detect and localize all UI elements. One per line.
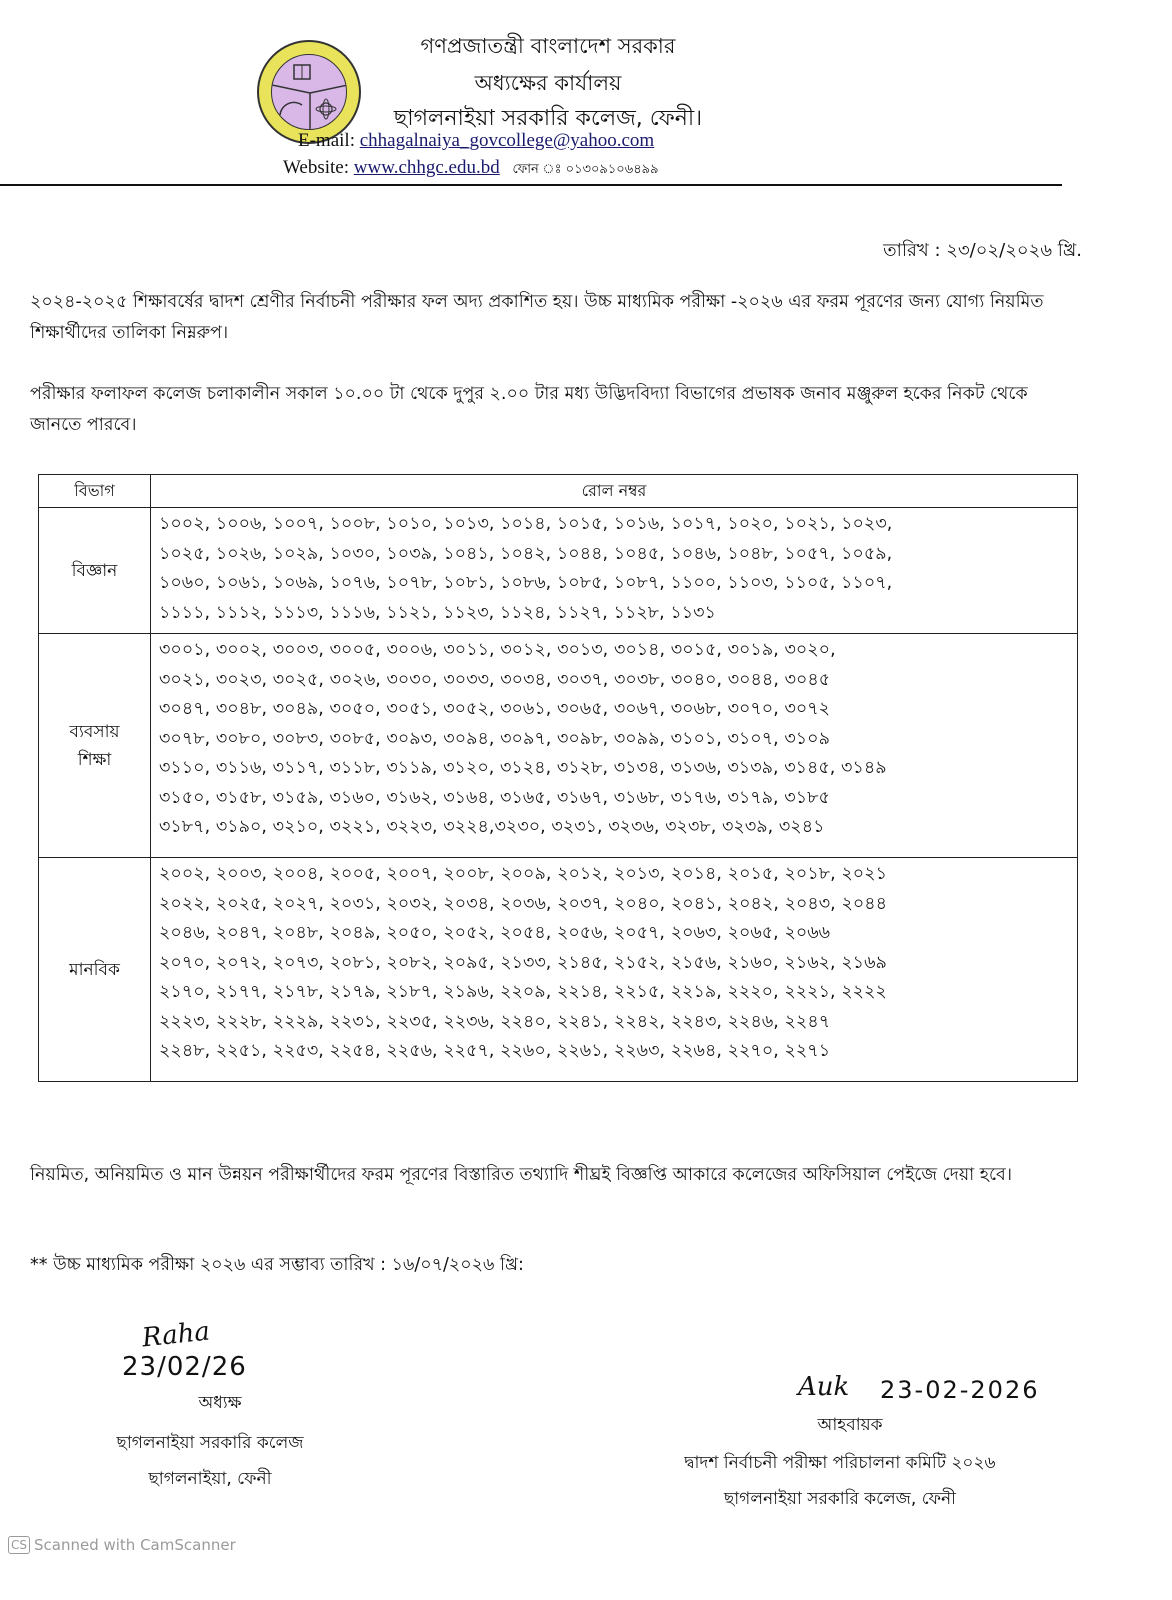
- contact-paragraph: পরীক্ষার ফলাফল কলেজ চলাকালীন সকাল ১০.০০ টা থেকে দুপুর ২.০০ টার মধ্য উদ্ভিদবিদ্যা বিভাগের প্রভাষক জনাব মঞ্জুরুল হকের নিকট থেকে জানতে পারবে।: [30, 384, 1028, 435]
- followup-paragraph: নিয়মিত, অনিয়মিত ও মান উন্নয়ন পরীক্ষার্থীদের ফরম পূরণের বিস্তারিত তথ্যাদি শীঘ্রই বিজ্ঞপ্তি আকারে কলেজের অফিসিয়াল পেইজে দেয়া হবে।: [30, 1165, 1013, 1185]
- email-line: [298, 130, 654, 152]
- roll-line: ৩১১০, ৩১১৬, ৩১১৭, ৩১১৮, ৩১১৯, ৩১২০, ৩১২৪, ৩১২৮, ৩১৩৪, ৩১৩৬, ৩১৩৯, ৩১৪৫, ৩১৪৯: [159, 758, 887, 778]
- table-row-science: [39, 508, 1078, 634]
- roll-line: ২১৭০, ২১৭৭, ২১৭৮, ২১৭৯, ২১৮৭, ২১৯৬, ২২০৯, ২২১৪, ২২১৫, ২২১৯, ২২২০, ২২২১, ২২২২: [159, 982, 887, 1002]
- convener-org: ছাগলনাইয়া সরকারি কলেজ, ফেনী: [723, 1489, 957, 1509]
- table-header-row: [39, 475, 1078, 508]
- roll-line: ২২৪৮, ২২৫১, ২২৫৩, ২২৫৪, ২২৫৬, ২২৫৭, ২২৬০, ২২৬১, ২২৬৩, ২২৬৪, ২২৭০, ২২৭১: [159, 1041, 831, 1061]
- camscanner-icon: CS: [8, 1536, 30, 1554]
- roll-line: ১০২৫, ১০২৬, ১০২৯, ১০৩০, ১০৩৯, ১০৪১, ১০৪২, ১০৪৪, ১০৪৫, ১০৪৬, ১০৪৮, ১০৫৭, ১০৫৯,: [159, 543, 893, 564]
- dept-science: [39, 508, 151, 634]
- website-link[interactable]: www.chhgc.edu.bd: [353, 157, 500, 178]
- dept-label: মানবিক: [69, 959, 120, 980]
- dept-label: বিজ্ঞান: [71, 560, 118, 581]
- roll-line: ৩০০১, ৩০০২, ৩০০৩, ৩০০৫, ৩০০৬, ৩০১১, ৩০১২, ৩০১৩, ৩০১৪, ৩০১৫, ৩০১৯, ৩০২০,: [159, 640, 836, 660]
- website-line: [283, 157, 659, 181]
- intro-paragraph: ২০২৪-২০২৫ শিক্ষাবর্ষের দ্বাদশ শ্রেণীর নির্বাচনী পরীক্ষার ফল অদ্য প্রকাশিত হয়। উচ্চ মাধ্যমিক পরীক্ষা -২০২৬ এর ফরম পূরণের জন্য যোগ্য নিয়মিত শিক্ষার্থীদের তালিকা নিম্নরুপ।: [30, 292, 1044, 343]
- roll-line: ১০৬০, ১০৬১, ১০৬৯, ১০৭৬, ১০৭৮, ১০৮১, ১০৮৬, ১০৮৫, ১০৮৭, ১১০০, ১১০৩, ১১০৫, ১১০৭,: [159, 573, 893, 593]
- exam-date-note: ** উচ্চ মাধ্যমিক পরীক্ষা ২০২৬ এর সম্ভাব্য তারিখ : ১৬/০৭/২০২৬ খ্রি:: [30, 1255, 524, 1275]
- convener-signature-date: 23-02-2026: [880, 1376, 1040, 1404]
- dept-business: [39, 634, 151, 858]
- office-heading: অধ্যক্ষের কার্যালয়: [474, 71, 622, 95]
- roll-line: ৩০২১, ৩০২৩, ৩০২৫, ৩০২৬, ৩০৩০, ৩০৩৩, ৩০৩৪, ৩০৩৭, ৩০৩৮, ৩০৪০, ৩০৪৪, ৩০৪৫: [159, 669, 831, 690]
- gov-heading: গণপ্রজাতন্ত্রী বাংলাদেশ সরকার: [420, 34, 676, 58]
- camscanner-watermark: [8, 1536, 236, 1554]
- email-label: E-mail:: [298, 130, 355, 151]
- roll-line: ২০২২, ২০২৫, ২০২৭, ২০৩১, ২০৩২, ২০৩৪, ২০৩৬, ২০৩৭, ২০৪০, ২০৪১, ২০৪২, ২০৪৩, ২০৪৪: [159, 893, 888, 914]
- principal-org: ছাগলনাইয়া সরকারি কলেজ: [116, 1433, 304, 1453]
- convener-signature: Auk: [798, 1372, 850, 1402]
- roll-list-humanities: [151, 858, 1078, 1082]
- convener-title: আহবায়ক: [817, 1415, 883, 1435]
- principal-signature-date: 23/02/26: [122, 1352, 247, 1382]
- phone-number: ফোন ঃ ০১৩০৯১০৬৪৯৯: [512, 162, 659, 177]
- notice-date: তারিখ : ২৩/০২/২০২৬ খ্রি.: [883, 240, 1082, 261]
- header-department: বিভাগ: [39, 475, 151, 508]
- dept-label: শিক্ষা: [77, 749, 112, 770]
- email-link[interactable]: chhagalnaiya_govcollege@yahoo.com: [359, 130, 655, 151]
- roll-list-science: [151, 508, 1078, 634]
- dept-humanities: [39, 858, 151, 1082]
- header-divider: [0, 184, 1062, 186]
- roll-line: ৩০৪৭, ৩০৪৮, ৩০৪৯, ৩০৫০, ৩০৫১, ৩০৫২, ৩০৬১, ৩০৬৫, ৩০৬৭, ৩০৬৮, ৩০৭০, ৩০৭২: [159, 699, 831, 719]
- roll-number-table: [38, 474, 1078, 1082]
- roll-line: ১১১১, ১১১২, ১১১৩, ১১১৬, ১১২১, ১১২৩, ১১২৪, ১১২৭, ১১২৮, ১১৩১: [159, 602, 716, 623]
- roll-line: ২০৭০, ২০৭২, ২০৭৩, ২০৮১, ২০৮২, ২০৯৫, ২১৩৩, ২১৪৫, ২১৫২, ২১৫৬, ২১৬০, ২১৬২, ২১৬৯: [159, 952, 887, 973]
- principal-signature: Raha: [140, 1316, 212, 1354]
- table-row-humanities: [39, 858, 1078, 1082]
- roll-line: ১০০২, ১০০৬, ১০০৭, ১০০৮, ১০১০, ১০১৩, ১০১৪, ১০১৫, ১০১৬, ১০১৭, ১০২০, ১০২১, ১০২৩,: [159, 514, 893, 534]
- roll-line: ২০৪৬, ২০৪৭, ২০৪৮, ২০৪৯, ২০৫০, ২০৫২, ২০৫৪, ২০৫৬, ২০৫৭, ২০৬৩, ২০৬৫, ২০৬৬: [159, 923, 831, 943]
- dept-label: ব্যবসায়: [69, 721, 120, 742]
- table-row-business: [39, 634, 1078, 858]
- principal-title: অধ্যক্ষ: [198, 1393, 242, 1413]
- roll-line: ৩০৭৮, ৩০৮০, ৩০৮৩, ৩০৮৫, ৩০৯৩, ৩০৯৪, ৩০৯৭, ৩০৯৮, ৩০৯৯, ৩১০১, ৩১০৭, ৩১০৯: [159, 728, 830, 749]
- roll-line: ৩১৫০, ৩১৫৮, ৩১৫৯, ৩১৬০, ৩১৬২, ৩১৬৪, ৩১৬৫, ৩১৬৭, ৩১৬৮, ৩১৭৬, ৩১৭৯, ৩১৮৫: [159, 787, 830, 808]
- roll-line: ৩১৮৭, ৩১৯০, ৩২১০, ৩২২১, ৩২২৩, ৩২২৪,৩২৩০, ৩২৩১, ৩২৩৬, ৩২৩৮, ৩২৩৯, ৩২৪১: [159, 817, 825, 837]
- roll-list-business: [151, 634, 1078, 858]
- website-label: Website:: [283, 157, 350, 178]
- header-roll-number: রোল নম্বর: [151, 475, 1078, 508]
- college-heading: ছাগলনাইয়া সরকারি কলেজ, ফেনী।: [393, 106, 703, 131]
- committee-name: দ্বাদশ নির্বাচনী পরীক্ষা পরিচালনা কমিটি ২০২৬: [684, 1453, 996, 1473]
- roll-line: ২০০২, ২০০৩, ২০০৪, ২০০৫, ২০০৭, ২০০৮, ২০০৯, ২০১২, ২০১৩, ২০১৪, ২০১৫, ২০১৮, ২০২১: [159, 864, 887, 884]
- camscanner-text: Scanned with CamScanner: [34, 1536, 236, 1554]
- roll-line: ২২২৩, ২২২৮, ২২২৯, ২২৩১, ২২৩৫, ২২৩৬, ২২৪০, ২২৪১, ২২৪২, ২২৪৩, ২২৪৬, ২২৪৭: [159, 1011, 831, 1032]
- principal-location: ছাগলনাইয়া, ফেনী: [148, 1469, 272, 1489]
